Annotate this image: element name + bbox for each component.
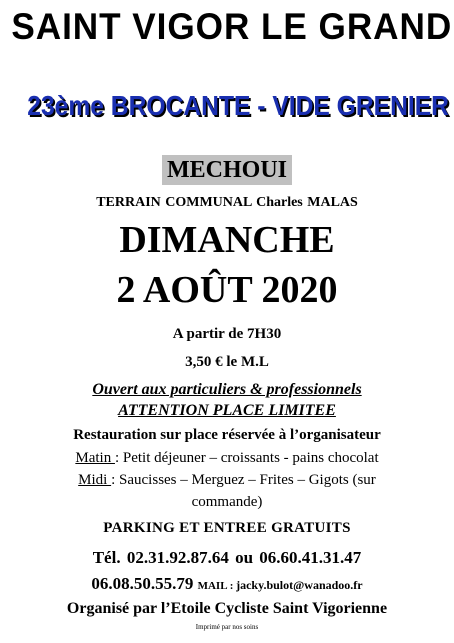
morning-items: : Petit déjeuner – croissants - pains chocolat [114,450,379,466]
morning-menu [0,450,454,467]
event-title: 23ème BROCANTE - VIDE GRENIER [27,90,449,121]
noon-menu [0,472,454,489]
noon-menu-continued: commande) [191,494,263,510]
mechoui-highlight: MECHOUI [162,155,292,185]
highlight-row [0,155,454,185]
morning-label: Matin [75,450,115,466]
town-title: SAINT VIGOR LE GRAND [11,6,453,47]
parking-notice: PARKING ET ENTREE GRATUITS [103,520,351,536]
phone-line: Tél. 02.31.92.87.64 ou 06.60.41.31.47 [92,548,362,567]
venue: TERRAIN COMMUNAL Charles MALAS [96,195,358,210]
printed-note: Imprimé par nos soins [195,623,259,631]
mail-address: jacky.bulot@wanadoo.fr [236,578,363,592]
organizer: Organisé par l’Etoile Cycliste Saint Vigorienne [66,600,388,617]
noon-label: Midi [78,472,112,488]
start-time: A partir de 7H30 [172,326,282,342]
phone-3: 06.08.50.55.79 [91,574,198,593]
open-to: Ouvert aux particuliers & professionnels [92,381,362,398]
mail-label: MAIL : [197,580,237,592]
phone-mail-line [0,574,454,594]
event-date: 2 AOÛT 2020 [116,269,338,311]
day: DIMANCHE [119,219,335,261]
noon-items: : Saucisses – Merguez – Frites – Gigots (sur [111,472,376,488]
price: 3,50 € le M.L [185,354,269,370]
attention-notice: ATTENTION PLACE LIMITEE [118,402,336,419]
food-notice: Restauration sur place réservée à l’organisateur [73,427,381,443]
